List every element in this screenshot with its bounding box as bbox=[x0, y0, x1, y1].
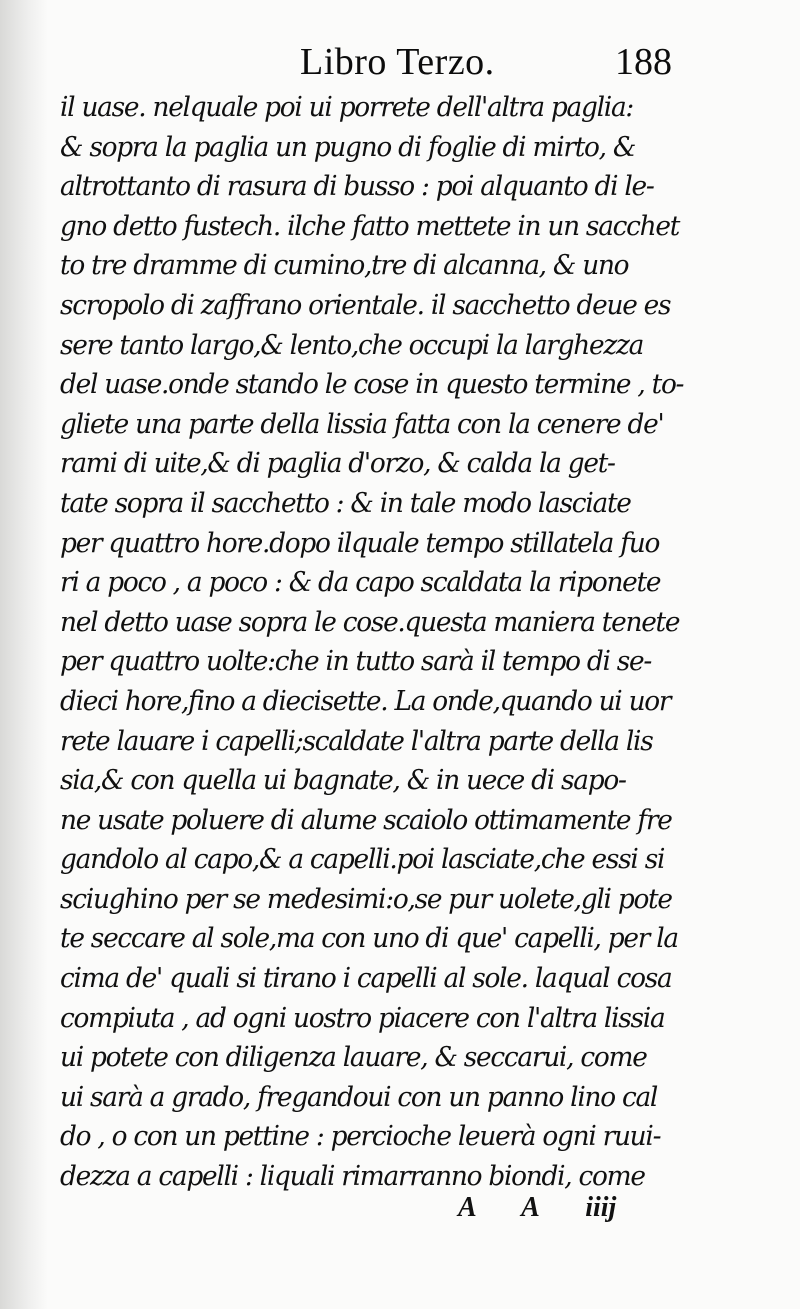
text-line: altrottanto di rasura di busso : poi alquanto di le- bbox=[60, 171, 654, 203]
text-line: il uase. nelquale poi ui porrete dell'altra paglia: bbox=[60, 92, 634, 123]
text-line: ne usate poluere di alume scaiolo ottimamente fre bbox=[60, 804, 672, 836]
text-line: compiuta , ad ogni uostro piacere con l'altra lissia bbox=[60, 1002, 665, 1034]
text-line: to tre dramme di cumino,tre di alcanna, & uno bbox=[60, 250, 629, 282]
text-line: sciughino per se medesimi:o,se pur uolete,gli pote bbox=[60, 883, 672, 915]
text-line: te seccare al sole,ma con uno di que' capelli, per la bbox=[60, 923, 678, 955]
text-line: tate sopra il sacchetto : & in tale modo lasciate bbox=[60, 487, 631, 519]
text-line: sia,& con quella ui bagnate, & in uece di sapo- bbox=[60, 765, 626, 797]
text-line: rete lauare i capelli;scaldate l'altra parte della lis bbox=[60, 725, 653, 757]
text-line: nel detto uase sopra le cose.questa maniera tenete bbox=[60, 606, 680, 638]
signature-mark: A A iiij bbox=[458, 1192, 617, 1223]
text-line: dezza a capelli : liquali rimarranno biondi, come bbox=[60, 1161, 645, 1193]
text-line: & sopra la paglia un pugno di foglie di mirto, & bbox=[60, 131, 636, 163]
text-line: scropolo di zaffrano orientale. il sacchetto deue es bbox=[60, 289, 671, 321]
text-line: sere tanto largo,& lento,che occupi la larghezza bbox=[60, 329, 644, 361]
running-title: Libro Terzo. bbox=[300, 41, 495, 83]
text-line: per quattro uolte:che in tutto sarà il tempo di se- bbox=[60, 646, 651, 678]
text-line: dieci hore,fino a diecisette. La onde,quando ui uor bbox=[60, 685, 671, 717]
text-line: per quattro hore.dopo ilquale tempo stillatela fuo bbox=[60, 527, 660, 559]
text-line: ui potete con diligenza lauare, & seccarui, come bbox=[60, 1042, 647, 1074]
text-line: rami di uite,& di paglia d'orzo, & calda la get- bbox=[60, 448, 615, 480]
text-line: del uase.onde stando le cose in questo termine , to- bbox=[60, 369, 684, 401]
text-line: ui sarà a grado, fregandoui con un panno lino cal bbox=[60, 1081, 658, 1113]
body-text bbox=[60, 88, 720, 1197]
text-line: gno detto fustech. ilche fatto mettete in un sacchet bbox=[60, 210, 680, 242]
text-line: ri a poco , a poco : & da capo scaldata la riponete bbox=[60, 567, 661, 599]
text-line: cima de' quali si tirano i capelli al sole. laqual cosa bbox=[60, 963, 672, 995]
page-gutter-shadow bbox=[0, 0, 48, 1309]
text-line: do , o con un pettine : percioche leuerà ogni ruui- bbox=[60, 1121, 661, 1153]
text-line: gandolo al capo,& a capelli.poi lasciate,che essi si bbox=[60, 844, 665, 876]
text-line: gliete una parte della lissia fatta con la cenere de' bbox=[60, 408, 664, 440]
page-number: 188 bbox=[615, 41, 672, 83]
page-header bbox=[0, 40, 800, 88]
